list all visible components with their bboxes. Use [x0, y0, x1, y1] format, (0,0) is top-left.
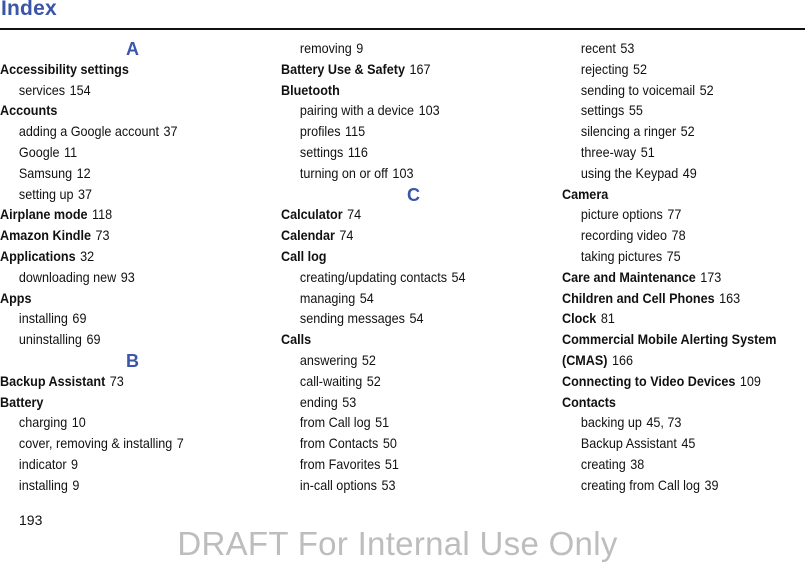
index-subentry [0, 80, 239, 101]
entry-term: from Call log [299, 414, 371, 431]
entry-term: cover, removing & installing [18, 435, 173, 452]
entry-term: Battery Use & Safety [281, 60, 405, 77]
entry-term: Camera [562, 185, 609, 202]
entry-term: Contacts [562, 393, 616, 410]
index-subentry [562, 80, 781, 101]
entry-pages: 78 [671, 227, 686, 244]
entry-pages: 116 [347, 143, 368, 160]
page-title: Index [1, 0, 57, 20]
entry-pages: 38 [630, 455, 645, 472]
entry-term: Calendar [281, 227, 335, 244]
entry-term: Care and Maintenance [562, 268, 696, 285]
index-subentry [0, 475, 239, 496]
entry-pages: 118 [92, 206, 113, 223]
index-subentry [562, 100, 781, 121]
entry-term: charging [18, 414, 68, 431]
index-subentry [0, 433, 239, 454]
entry-term: Apps [0, 289, 32, 306]
entry-term: Commercial Mobile Alerting System [562, 331, 777, 348]
entry-pages: 115 [345, 123, 366, 140]
entry-term: setting up [18, 185, 74, 202]
index-subentry [281, 38, 520, 59]
entry-pages: 52 [366, 372, 381, 389]
entry-term: Applications [0, 247, 76, 264]
entry-term: call-waiting [299, 372, 363, 389]
entry-term: installing [18, 476, 68, 493]
entry-pages: 9 [72, 476, 80, 493]
entry-pages: 154 [69, 81, 91, 98]
entry-term: managing [299, 289, 356, 306]
index-subentry [281, 142, 520, 163]
entry-pages: 93 [120, 268, 135, 285]
index-subentry [562, 163, 781, 184]
index-subentry [281, 350, 520, 371]
index-entry [0, 246, 239, 267]
section-letter: A [126, 39, 139, 59]
index-entry [0, 392, 239, 413]
entry-term: Clock [562, 310, 597, 327]
entry-term: settings [299, 143, 344, 160]
index-entry [562, 267, 781, 288]
index-subentry [281, 371, 520, 392]
index-subentry [0, 142, 239, 163]
index-entry [0, 59, 239, 80]
entry-term: removing [299, 40, 352, 56]
index-subentry [0, 184, 239, 205]
entry-pages: 54 [359, 289, 374, 306]
index-subentry [0, 308, 239, 329]
index-entry [562, 392, 781, 413]
entry-pages: 163 [719, 289, 741, 306]
index-subentry [0, 267, 239, 288]
index-entry [0, 204, 239, 225]
index-entry [0, 371, 239, 392]
entry-pages: 53 [381, 476, 396, 493]
entry-term: recent [580, 40, 616, 56]
index-subentry [562, 412, 781, 433]
index-subentry [281, 100, 520, 121]
entry-term: Calculator [281, 206, 343, 223]
entry-term: Amazon Kindle [0, 227, 92, 244]
index-subentry [0, 121, 239, 142]
entry-pages: 10 [71, 414, 86, 431]
entry-pages: 9 [71, 455, 79, 472]
index-entry [281, 329, 520, 350]
entry-pages: 45 [681, 435, 696, 452]
entry-pages: 54 [451, 268, 466, 285]
entry-term: Accounts [0, 102, 58, 119]
index-subentry [281, 121, 520, 142]
index-entry [562, 184, 781, 205]
entry-term: turning on or off [299, 164, 388, 181]
entry-pages: 52 [680, 123, 695, 140]
entry-pages: 167 [409, 60, 431, 77]
entry-term: installing [18, 310, 68, 327]
entry-pages: 52 [699, 81, 714, 98]
index-entry [281, 225, 520, 246]
entry-term: Google [18, 143, 60, 160]
entry-term: profiles [299, 123, 341, 140]
entry-pages: 39 [704, 476, 719, 493]
entry-pages: 53 [620, 40, 635, 56]
entry-term: in-call options [299, 476, 377, 493]
entry-pages: 74 [347, 206, 362, 223]
index-entry [281, 246, 520, 267]
index-subentry [562, 38, 781, 59]
index-subentry [281, 475, 520, 496]
entry-term: Connecting to Video Devices [562, 372, 736, 389]
entry-pages: 51 [384, 455, 399, 472]
entry-pages: 55 [628, 102, 643, 119]
index-subentry [281, 267, 520, 288]
entry-pages: 45, 73 [646, 414, 682, 431]
entry-pages: 74 [339, 227, 354, 244]
index-subentry [562, 204, 781, 225]
index-entry [562, 350, 781, 371]
entry-pages: 37 [163, 123, 178, 140]
section-letter: C [407, 184, 420, 205]
entry-term: settings [580, 102, 625, 119]
entry-term: sending messages [299, 310, 405, 327]
index-subentry [562, 246, 781, 267]
entry-term: creating/updating contacts [299, 268, 448, 285]
index-subentry [281, 308, 520, 329]
entry-term: pairing with a device [299, 102, 415, 119]
entry-pages: 77 [667, 206, 682, 223]
entry-pages: 12 [76, 164, 91, 181]
entry-term: Accessibility settings [0, 60, 129, 77]
title-rule [0, 28, 805, 30]
entry-term: uninstalling [18, 331, 82, 348]
entry-pages: 103 [418, 102, 440, 119]
entry-term: (CMAS) [562, 351, 608, 368]
index-entry [281, 204, 520, 225]
entry-term: Children and Cell Phones [562, 289, 715, 306]
entry-pages: 52 [633, 60, 648, 77]
entry-term: recording video [580, 227, 668, 244]
entry-pages: 54 [409, 310, 424, 327]
entry-term: Calls [281, 331, 312, 348]
entry-term: creating [580, 455, 626, 472]
entry-pages: 32 [80, 247, 95, 264]
entry-pages: 69 [86, 331, 101, 348]
entry-term: Backup Assistant [580, 435, 677, 452]
index-subentry [281, 454, 520, 475]
entry-term: backing up [580, 414, 642, 431]
entry-term: creating from Call log [580, 476, 700, 493]
entry-term: adding a Google account [18, 123, 160, 140]
entry-term: downloading new [18, 268, 117, 285]
index-column-1 [0, 38, 265, 496]
index-subentry [281, 163, 520, 184]
index-subentry [0, 329, 239, 350]
index-subentry [562, 142, 781, 163]
entry-term: Call log [281, 247, 327, 264]
entry-term: ending [299, 393, 338, 410]
entry-pages: 50 [382, 435, 397, 452]
entry-term: taking pictures [580, 247, 663, 264]
index-entry [0, 288, 239, 309]
entry-term: using the Keypad [580, 164, 679, 181]
entry-pages: 53 [342, 393, 357, 410]
index-entry [562, 371, 781, 392]
index-entry [562, 329, 781, 350]
entry-term: three-way [580, 143, 637, 160]
entry-term: Backup Assistant [0, 372, 106, 389]
entry-pages: 109 [739, 372, 761, 389]
index-subentry [0, 454, 239, 475]
index-subentry [281, 412, 520, 433]
index-subentry [562, 121, 781, 142]
entry-term: silencing a ringer [580, 123, 677, 140]
index-entry [281, 59, 520, 80]
index-entry [562, 308, 781, 329]
entry-term: indicator [18, 455, 67, 472]
entry-term: Battery [0, 393, 44, 410]
index-entry [0, 225, 239, 246]
entry-term: from Favorites [299, 455, 381, 472]
entry-pages: 11 [64, 143, 78, 160]
index-column-2 [281, 38, 546, 496]
entry-pages: 51 [375, 414, 390, 431]
entry-pages: 69 [72, 310, 87, 327]
entry-pages: 173 [700, 268, 722, 285]
entry-pages: 37 [78, 185, 93, 202]
section-letter: B [126, 350, 139, 371]
index-subentry [562, 225, 781, 246]
index-subentry [562, 475, 781, 496]
index-subentry [0, 163, 239, 184]
entry-term: from Contacts [299, 435, 379, 452]
index-subentry [281, 433, 520, 454]
entry-pages: 75 [666, 247, 681, 264]
entry-pages: 7 [176, 435, 184, 452]
entry-term: picture options [580, 206, 663, 223]
index-entry [0, 100, 239, 121]
index-subentry [281, 288, 520, 309]
entry-pages: 73 [95, 227, 110, 244]
entry-pages: 9 [356, 40, 364, 56]
entry-term: services [18, 81, 66, 98]
entry-pages: 49 [682, 164, 697, 181]
entry-term: Samsung [18, 164, 73, 181]
entry-term: rejecting [580, 60, 629, 77]
index-subentry [562, 59, 781, 80]
index-entry [562, 288, 781, 309]
entry-pages: 51 [640, 143, 655, 160]
index-column-3 [562, 38, 805, 496]
entry-term: sending to voicemail [580, 81, 696, 98]
entry-term: Airplane mode [0, 206, 88, 223]
entry-term: Bluetooth [281, 81, 340, 98]
index-subentry [281, 392, 520, 413]
index-subentry [562, 433, 781, 454]
entry-pages: 73 [109, 372, 124, 389]
entry-pages: 166 [611, 351, 634, 368]
index-entry [281, 80, 520, 101]
entry-pages: 103 [392, 164, 414, 181]
entry-term: answering [299, 351, 358, 368]
index-subentry [0, 412, 239, 433]
draft-watermark: DRAFT For Internal Use Only [177, 525, 618, 562]
index-subentry [562, 454, 781, 475]
page-number: 193 [19, 512, 43, 528]
entry-pages: 52 [361, 351, 376, 368]
entry-pages: 81 [600, 310, 615, 327]
